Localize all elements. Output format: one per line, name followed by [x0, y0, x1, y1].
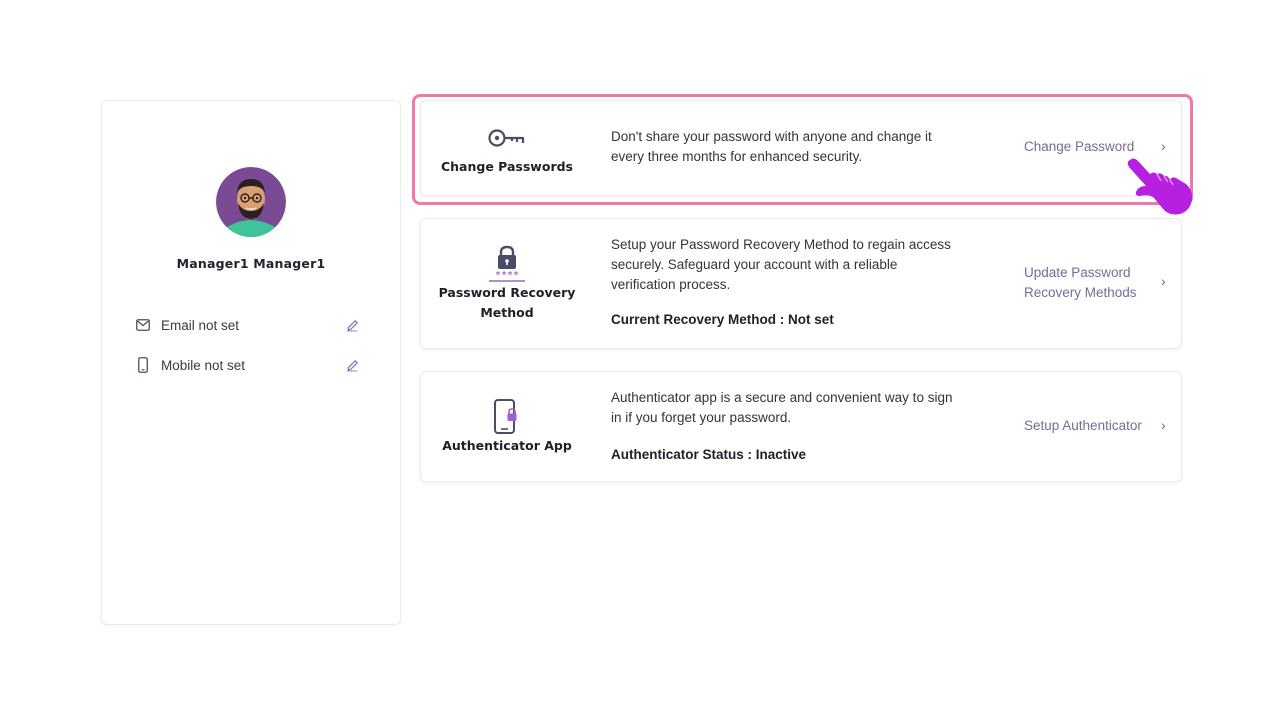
phone-lock-icon [421, 399, 593, 435]
change-password-link[interactable]: Change Password [1024, 139, 1135, 154]
email-row [135, 314, 360, 336]
edit-email-pencil-icon[interactable] [344, 317, 360, 333]
change-password-icon-col [421, 101, 593, 195]
password-recovery-description: Setup your Password Recovery Method to regain access securely. Safeguard your account with a reliable verification process. [611, 237, 951, 292]
mobile-row [135, 354, 360, 376]
profile-card [101, 100, 401, 625]
mobile-phone-icon [135, 357, 151, 373]
chevron-right-icon[interactable]: › [1161, 417, 1166, 433]
profile-name: Manager1 Manager1 [176, 256, 326, 271]
chevron-right-icon[interactable]: › [1161, 138, 1166, 154]
key-icon [421, 127, 593, 149]
password-recovery-label: Password Recovery Method [438, 285, 576, 320]
change-password-description: Don't share your password with anyone and change it every three months for enhanced security. [611, 129, 932, 164]
update-recovery-methods-link[interactable]: Update Password Recovery Methods [1024, 265, 1137, 300]
mobile-text: Mobile not set [161, 357, 246, 373]
avatar-image [216, 167, 286, 237]
change-password-card[interactable] [420, 100, 1182, 196]
password-dots: **** [494, 270, 520, 281]
authenticator-card[interactable] [420, 371, 1182, 482]
setup-authenticator-link[interactable]: Setup Authenticator [1024, 418, 1142, 433]
chevron-right-icon[interactable]: › [1161, 273, 1166, 289]
password-recovery-card[interactable] [420, 218, 1182, 349]
authenticator-description: Authenticator app is a secure and convenient way to sign in if you forget your password. [611, 390, 953, 425]
authenticator-status: Authenticator Status : Inactive [611, 447, 807, 462]
authenticator-label: Authenticator App [442, 438, 572, 453]
mail-icon [135, 317, 151, 333]
avatar [216, 167, 286, 237]
change-password-label: Change Passwords [440, 159, 573, 174]
email-text: Email not set [161, 317, 240, 333]
lock-password-icon [421, 245, 593, 283]
password-recovery-icon-col [421, 219, 593, 348]
edit-mobile-pencil-icon[interactable] [344, 357, 360, 373]
recovery-method-status: Current Recovery Method : Not set [611, 312, 834, 327]
hand-pointer-icon [1124, 156, 1194, 218]
authenticator-icon-col [421, 372, 593, 481]
